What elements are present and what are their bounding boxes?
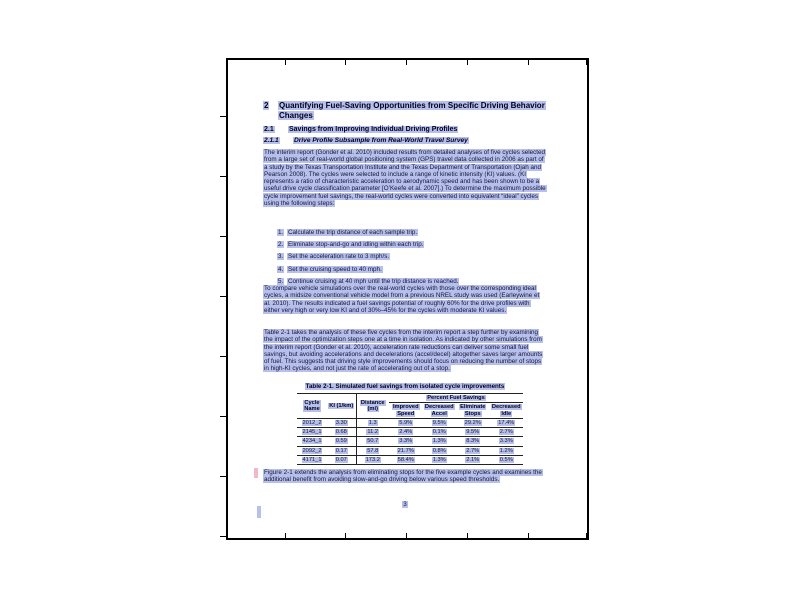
table-body bbox=[297, 418, 523, 464]
paragraph-simulation bbox=[263, 285, 547, 314]
section-number: 2.1 bbox=[264, 126, 274, 133]
subsection-number: 2.1.1 bbox=[264, 137, 279, 144]
table-cell: 2.7% bbox=[466, 447, 480, 454]
list-item-text: Eliminate stop-and-go and idling within each trip. bbox=[288, 241, 424, 249]
table-row bbox=[297, 446, 523, 455]
table-caption bbox=[263, 383, 547, 390]
table-cell: 9.5% bbox=[432, 419, 446, 426]
column-header-eliminate-stops: Eliminate Stops bbox=[460, 404, 486, 417]
table-cell: 1.2% bbox=[499, 447, 513, 454]
list-item bbox=[263, 229, 547, 236]
table-cell: 58.4% bbox=[397, 457, 414, 464]
ruler-tick bbox=[220, 296, 226, 297]
table-cell: 0.17 bbox=[335, 447, 347, 454]
list-item-number: 1. bbox=[278, 229, 284, 236]
ideal-cycle-steps-list bbox=[263, 229, 547, 290]
column-group-header-savings: Percent Fuel Savings bbox=[389, 394, 523, 403]
list-item-number: 4. bbox=[278, 265, 284, 273]
column-header-decreased-accel: Decreased Accel bbox=[424, 404, 454, 417]
page-number-text: 3 bbox=[403, 501, 407, 508]
table-cell: 0.8% bbox=[432, 447, 446, 454]
ruler-tick bbox=[586, 533, 587, 538]
table-cell: 4234_1 bbox=[302, 438, 322, 445]
table-cell: 57.8 bbox=[356, 446, 389, 455]
table-cell: 3.3% bbox=[399, 438, 413, 445]
table-header bbox=[297, 394, 523, 419]
ruler-tick bbox=[406, 533, 407, 538]
section-title: Savings from Improving Individual Driving Profiles bbox=[289, 126, 458, 133]
table-cell: 2092_2 bbox=[302, 447, 322, 454]
paragraph-intro-text: The interim report (Gonder et al. 2010) included results from detailed analyses of five cycles selected from a large set of real-world global positioning system (GPS) travel data collected in 2006 as part of a study by the Texas Transportation Institute and the Texas Department of Transportation (Ojah and Pearson 2008). The cycles were selected to include a range of kinetic intensity (KI) values. (KI represents a ratio of characteristic acceleration to aerodynamic speed and has been shown to be a useful drive cycle classification parameter [O’Keefe et al. 2007].) To determine the maximum possible cycle improvement fuel savings, the real-world cycles were converted into equivalent “ideal” cycles using the following steps: bbox=[264, 149, 546, 208]
table-cell: 2.1% bbox=[466, 457, 480, 464]
list-item bbox=[263, 253, 547, 260]
list-item-number: 5. bbox=[278, 277, 284, 285]
table-row bbox=[297, 418, 523, 427]
ruler-tick bbox=[220, 476, 226, 477]
list-item bbox=[263, 278, 547, 285]
table-cell: 21.7% bbox=[397, 447, 414, 454]
paragraph-intro bbox=[263, 149, 547, 207]
ruler-tick bbox=[528, 533, 529, 538]
ruler-tick bbox=[467, 60, 468, 65]
table-cell: 5.9% bbox=[399, 419, 413, 426]
subsection-heading bbox=[263, 137, 547, 145]
ruler-tick bbox=[345, 533, 346, 538]
ruler-tick bbox=[528, 60, 529, 65]
table-row bbox=[297, 437, 523, 446]
table-cell: 3.3% bbox=[499, 438, 513, 445]
table-cell: 2145_1 bbox=[302, 429, 322, 436]
ruler-tick bbox=[220, 356, 226, 357]
column-header-cycle: Cycle Name bbox=[304, 399, 320, 412]
paragraph-simulation-text: To compare vehicle simulations over the real-world cycles with those over the corresponding ideal cycles, a midsize conventional vehicle model from a previous NREL study was used (Earleywine et al. 2010). The results indicated a fuel savings potential of roughly 60% for the drive profiles with either very high or very low KI and of 30%–45% for the cycles with moderate KI values. bbox=[264, 285, 540, 314]
table-cell: 2.7% bbox=[499, 429, 513, 436]
ruler-tick bbox=[285, 533, 286, 538]
table-cell: 4171_1 bbox=[302, 457, 322, 464]
list-item-number: 2. bbox=[278, 241, 284, 249]
ruler-tick bbox=[220, 416, 226, 417]
table-cell: 11.2 bbox=[356, 428, 389, 437]
annotation-mark-pink bbox=[254, 468, 258, 478]
paragraph-table-discussion bbox=[263, 329, 547, 373]
table-cell: 17.4% bbox=[498, 419, 515, 426]
table-cell: 0.59 bbox=[335, 438, 347, 445]
list-item-text: Set the acceleration rate to 3 mph/s. bbox=[288, 253, 390, 261]
list-item-text: Calculate the trip distance of each sample trip. bbox=[288, 229, 418, 236]
table-cell: 0.1% bbox=[432, 429, 446, 436]
document-page bbox=[226, 58, 589, 540]
table-cell: 2012_2 bbox=[302, 419, 322, 426]
paragraph-figure-reference-text: Figure 2-1 extends the analysis from eliminating stops for the five example cycles and examines the additional benefit from avoiding slow-and-go driving below various speed thresholds. bbox=[264, 469, 542, 484]
paragraph-figure-reference bbox=[263, 469, 547, 484]
list-item-text: Continue cruising at 40 mph until the trip distance is reached. bbox=[288, 277, 459, 285]
table-cell: 173.2 bbox=[356, 456, 389, 465]
ruler-tick bbox=[285, 60, 286, 65]
table-cell: 9.5% bbox=[466, 429, 480, 436]
ruler-tick bbox=[220, 536, 226, 537]
page-number bbox=[263, 501, 547, 508]
subsection-title: Drive Profile Subsample from Real-World Travel Survey bbox=[294, 137, 468, 144]
table-cell: 3.30 bbox=[335, 419, 347, 426]
list-item bbox=[263, 241, 547, 248]
chapter-title: Quantifying Fuel-Saving Opportunities from Specific Driving Behavior Changes bbox=[279, 101, 545, 120]
table-caption-text: Table 2-1. Simulated fuel savings from isolated cycle improvements bbox=[305, 383, 505, 390]
ruler-tick bbox=[220, 176, 226, 177]
table-cell: 1.3% bbox=[432, 457, 446, 464]
table-cell: 8.3% bbox=[466, 438, 480, 445]
table-cell: 29.2% bbox=[464, 419, 481, 426]
chapter-number: 2 bbox=[264, 101, 269, 110]
table-cell: 2.4% bbox=[399, 429, 413, 436]
table-cell: 50.7 bbox=[356, 437, 389, 446]
table-cell: 0.68 bbox=[335, 429, 347, 436]
section-heading bbox=[263, 126, 547, 134]
column-header-decreased-idle: Decreased Idle bbox=[491, 404, 521, 417]
column-header-improved-speed: Improved Speed bbox=[392, 404, 419, 417]
fuel-savings-table bbox=[297, 393, 523, 465]
column-header-distance: Distance (mi) bbox=[356, 394, 389, 419]
list-item-text: Set the cruising speed to 40 mph. bbox=[288, 265, 382, 273]
ruler-tick bbox=[586, 60, 587, 65]
ruler-tick bbox=[220, 236, 226, 237]
table-cell: 1.3% bbox=[432, 438, 446, 445]
ruler-tick bbox=[467, 533, 468, 538]
list-item-number: 3. bbox=[278, 253, 284, 261]
table-cell: 1.3 bbox=[356, 418, 389, 427]
paragraph-table-discussion-text: Table 2-1 takes the analysis of these five cycles from the interim report a step further by examining the impact of the optimization steps one at a time in isolation. As indicated by other simulations from the interim report (Gonder et al. 2010), acceleration rate reductions can deliver some small fuel savings, but avoiding accelerations and decelerations (accel/decel) altogether saves larger amounts of fuel. This suggests that driving style improvements should focus on reducing the number of stops in high-KI cycles, and not just the rate of accelerating out of a stop. bbox=[264, 329, 543, 373]
ruler-tick bbox=[406, 60, 407, 65]
table-cell: 0.07 bbox=[335, 457, 347, 464]
ruler-tick bbox=[220, 116, 226, 117]
margin-selection-mark bbox=[257, 506, 261, 518]
chapter-heading bbox=[263, 101, 547, 121]
ruler-tick bbox=[345, 60, 346, 65]
list-item bbox=[263, 266, 547, 273]
table-row bbox=[297, 456, 523, 465]
column-header-ki: KI (1/km) bbox=[329, 402, 354, 409]
table-cell: 0.5% bbox=[499, 457, 513, 464]
table-row bbox=[297, 428, 523, 437]
